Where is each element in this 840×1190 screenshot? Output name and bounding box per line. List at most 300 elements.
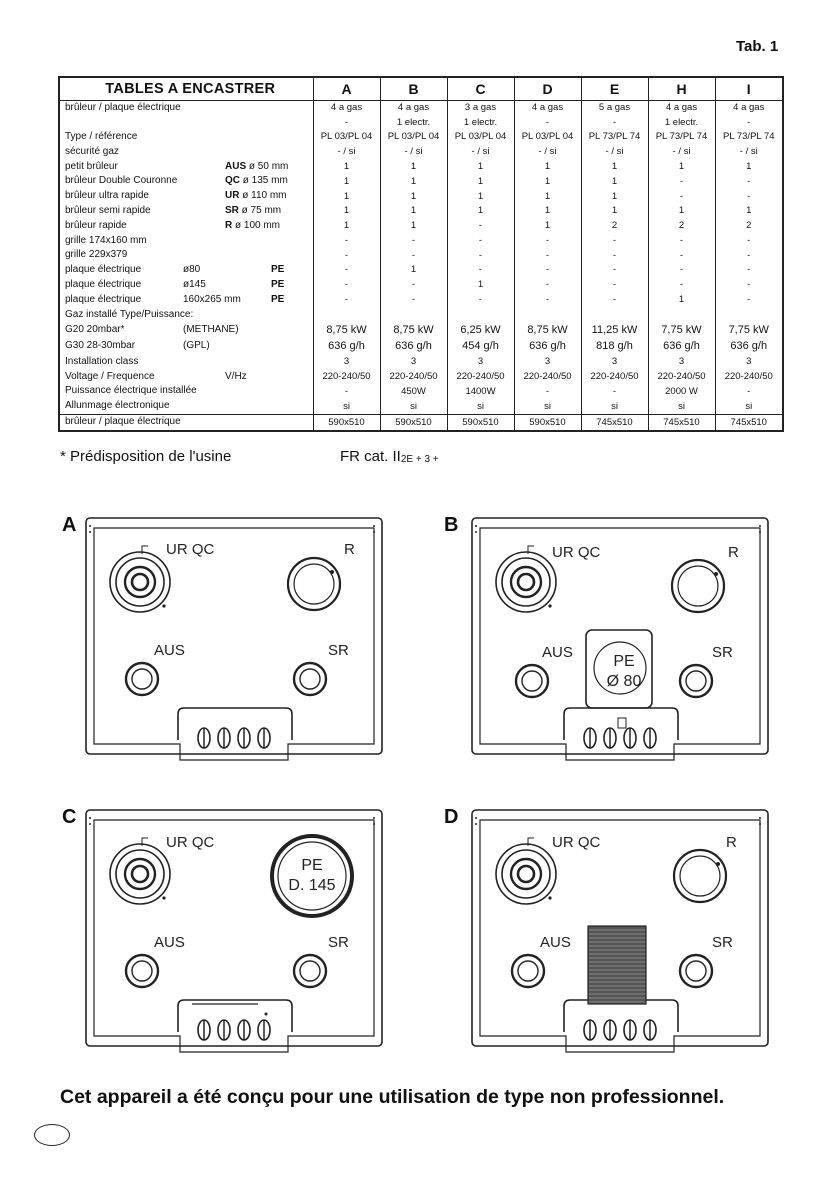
table-row bbox=[60, 263, 782, 278]
hob-diagram-a bbox=[82, 514, 392, 764]
burner-r bbox=[674, 850, 726, 902]
table-cell: PL 73/PL 74 bbox=[715, 130, 782, 145]
row-label: plaque électrique ø145 PE bbox=[65, 278, 285, 290]
row-label: Installation class bbox=[65, 355, 139, 367]
burner-ring bbox=[116, 558, 164, 606]
row-label: grille 229x379 bbox=[65, 249, 128, 261]
control-panel-recess bbox=[564, 708, 678, 740]
table-cell: - bbox=[715, 292, 782, 307]
table-cell: - bbox=[715, 278, 782, 293]
table-cell: 3 bbox=[380, 354, 447, 369]
table-cell: PL 03/PL 04 bbox=[514, 130, 581, 145]
burner-ring bbox=[502, 850, 550, 898]
control-panel-recess bbox=[178, 708, 292, 740]
table-cell: 3 bbox=[313, 354, 380, 369]
table-cell: - bbox=[715, 116, 782, 130]
table-cell: - / si bbox=[648, 145, 715, 160]
table-cell: - bbox=[648, 263, 715, 278]
label-ur-qc: UR QC bbox=[166, 834, 215, 851]
corner-dot bbox=[759, 531, 761, 533]
table-row bbox=[60, 159, 782, 174]
burner-ring bbox=[294, 564, 334, 604]
table-cell: - bbox=[380, 233, 447, 248]
column-header: A bbox=[313, 78, 380, 100]
table-cell: - / si bbox=[380, 145, 447, 160]
table-cell: - bbox=[715, 189, 782, 204]
row-label bbox=[60, 116, 313, 130]
table-row bbox=[60, 116, 782, 130]
table-cell: si bbox=[380, 399, 447, 415]
table-cell: - bbox=[447, 292, 514, 307]
hob-drawing-c bbox=[82, 806, 392, 1056]
row-label: brûleur Double Couronne QC ø 135 mm bbox=[65, 175, 288, 187]
electric-plate-label: PE D. 145 bbox=[288, 857, 336, 894]
corner-dot bbox=[759, 823, 761, 825]
corner-dot bbox=[475, 525, 477, 527]
table-cell: 7,75 kW bbox=[648, 322, 715, 338]
burner-r bbox=[288, 558, 340, 610]
burner-small bbox=[680, 665, 712, 697]
factory-footnote: * Prédisposition de l'usine bbox=[60, 448, 232, 465]
row-label: brûleur ultra rapide UR ø 110 mm bbox=[65, 190, 287, 202]
table-cell: 450W bbox=[380, 384, 447, 399]
table-cell: 1 bbox=[514, 174, 581, 189]
table-cell: 220-240/50 bbox=[313, 369, 380, 384]
table-cell: 1 bbox=[380, 159, 447, 174]
ignition-dot bbox=[716, 862, 720, 866]
table-cell: - bbox=[581, 248, 648, 263]
burner-cap bbox=[518, 574, 534, 590]
label-sr: SR bbox=[712, 644, 733, 661]
burner-ring bbox=[511, 859, 541, 889]
table-cell: - / si bbox=[715, 145, 782, 160]
burner-small bbox=[126, 663, 158, 695]
table-cell bbox=[581, 307, 648, 322]
table-cell: 1 bbox=[380, 218, 447, 233]
label-aus: AUS bbox=[542, 644, 573, 661]
control-panel-recess bbox=[564, 1000, 678, 1032]
table-cell: 745x510 bbox=[648, 414, 715, 430]
table-cell: - bbox=[514, 384, 581, 399]
table-cell: - / si bbox=[514, 145, 581, 160]
table-cell: 590x510 bbox=[380, 414, 447, 430]
table-row bbox=[60, 338, 782, 354]
table-cell: 220-240/50 bbox=[715, 369, 782, 384]
table-cell: 818 g/h bbox=[581, 338, 648, 354]
table-cell: - bbox=[313, 292, 380, 307]
table-cell bbox=[313, 307, 380, 322]
burner-cap bbox=[686, 671, 706, 691]
panel-letter-b: B bbox=[444, 514, 459, 536]
table-cell: - bbox=[715, 263, 782, 278]
table-cell: 1 bbox=[581, 174, 648, 189]
burner-cap bbox=[300, 961, 320, 981]
table-cell: 1 bbox=[313, 159, 380, 174]
electric-plate-label: PE Ø 80 bbox=[606, 653, 642, 690]
burner-cap bbox=[132, 669, 152, 689]
table-cell: 2 bbox=[648, 218, 715, 233]
ignition-dot bbox=[162, 604, 165, 607]
table-cell: 4 a gas bbox=[514, 100, 581, 116]
corner-dot bbox=[373, 817, 375, 819]
ignition-dot bbox=[714, 572, 718, 576]
table-cell: 1 electr. bbox=[380, 116, 447, 130]
spec-table bbox=[58, 76, 784, 432]
row-label: petit brûleur AUS ø 50 mm bbox=[65, 160, 289, 172]
table-cell: - bbox=[380, 248, 447, 263]
burner-small bbox=[512, 955, 544, 987]
burner-cap bbox=[686, 961, 706, 981]
table-cell: 745x510 bbox=[715, 414, 782, 430]
table-cell: 1 bbox=[380, 204, 447, 219]
table-cell: 1 bbox=[514, 218, 581, 233]
table-cell: PL 03/PL 04 bbox=[447, 130, 514, 145]
table-cell: 3 bbox=[715, 354, 782, 369]
table-cell bbox=[514, 307, 581, 322]
row-label: Voltage / Frequence V/Hz bbox=[65, 370, 247, 382]
table-cell: - bbox=[514, 233, 581, 248]
table-cell: 8,75 kW bbox=[380, 322, 447, 338]
table-cell: 1 bbox=[648, 159, 715, 174]
table-row bbox=[60, 354, 782, 369]
table-cell: 1 bbox=[514, 189, 581, 204]
column-header: E bbox=[581, 78, 648, 100]
table-row bbox=[60, 307, 782, 322]
table-cell: 1 electr. bbox=[447, 116, 514, 130]
row-label: grille 174x160 mm bbox=[65, 234, 147, 246]
hob-diagram-d bbox=[468, 806, 778, 1056]
table-cell: - bbox=[648, 174, 715, 189]
burner-cap bbox=[518, 866, 534, 882]
burner-small bbox=[516, 665, 548, 697]
ignition-dot bbox=[548, 896, 551, 899]
table-cell: 1 bbox=[313, 189, 380, 204]
table-cell: - bbox=[715, 174, 782, 189]
table-cell: 1 bbox=[313, 204, 380, 219]
table-cell: 590x510 bbox=[447, 414, 514, 430]
table-row bbox=[60, 100, 782, 116]
table-cell: - bbox=[581, 292, 648, 307]
row-label: Allunmage électronique bbox=[65, 400, 170, 412]
table-cell: si bbox=[648, 399, 715, 415]
table-cell: 2 bbox=[581, 218, 648, 233]
table-cell: 11,25 kW bbox=[581, 322, 648, 338]
table-row bbox=[60, 322, 782, 338]
table-cell: - bbox=[380, 278, 447, 293]
table-cell: 636 g/h bbox=[514, 338, 581, 354]
burner-ur-qc bbox=[110, 552, 170, 612]
label-sr: SR bbox=[328, 642, 349, 659]
table-cell: 1 bbox=[447, 159, 514, 174]
table-cell: 1 electr. bbox=[648, 116, 715, 130]
row-label: G30 28-30mbar (GPL) bbox=[65, 340, 210, 352]
table-cell: 7,75 kW bbox=[715, 322, 782, 338]
table-cell: - bbox=[715, 384, 782, 399]
corner-dot bbox=[89, 823, 91, 825]
table-cell: 220-240/50 bbox=[380, 369, 447, 384]
table-row bbox=[60, 369, 782, 384]
table-cell: - bbox=[715, 233, 782, 248]
label-aus: AUS bbox=[154, 934, 185, 951]
label-sr: SR bbox=[712, 934, 733, 951]
burner-cap bbox=[522, 671, 542, 691]
table-cell: - / si bbox=[447, 145, 514, 160]
corner-dot bbox=[475, 531, 477, 533]
row-label: brûleur rapide R ø 100 mm bbox=[65, 219, 281, 231]
table-row bbox=[60, 145, 782, 160]
table-cell: 8,75 kW bbox=[313, 322, 380, 338]
table-cell: 220-240/50 bbox=[447, 369, 514, 384]
corner-dot bbox=[89, 525, 91, 527]
table-row bbox=[60, 399, 782, 415]
table-cell: - bbox=[648, 248, 715, 263]
gas-category: FR cat. $II_{2E + 3 +}$ bbox=[340, 448, 439, 465]
pilot-light bbox=[618, 718, 626, 728]
row-label: plaque électrique 160x265 mm PE bbox=[65, 293, 285, 305]
table-cell: 1 bbox=[514, 204, 581, 219]
table-cell: 4 a gas bbox=[313, 100, 380, 116]
corner-dot bbox=[373, 823, 375, 825]
table-cell: 1 bbox=[581, 204, 648, 219]
table-cell: 1 bbox=[380, 263, 447, 278]
table-cell: - bbox=[581, 384, 648, 399]
row-label: sécurité gaz bbox=[65, 145, 119, 157]
table-cell: 5 a gas bbox=[581, 100, 648, 116]
panel-letter-a: A bbox=[62, 514, 77, 536]
burner-ring bbox=[125, 567, 155, 597]
row-label: brûleur / plaque électrique bbox=[60, 414, 313, 430]
table-cell: - bbox=[313, 384, 380, 399]
ignition-dot bbox=[548, 604, 551, 607]
closing-statement: Cet appareil a été conçu pour une utilisation de type non professionnel. bbox=[60, 1086, 725, 1108]
table-cell: 4 a gas bbox=[380, 100, 447, 116]
burner-ring bbox=[502, 558, 550, 606]
table-cell: 1 bbox=[715, 204, 782, 219]
table-header-row bbox=[60, 78, 782, 100]
table-cell: 1 bbox=[581, 159, 648, 174]
table-cell: 1 bbox=[447, 189, 514, 204]
table-row bbox=[60, 292, 782, 307]
table-cell: 1 bbox=[447, 174, 514, 189]
corner-dot bbox=[373, 531, 375, 533]
table-cell: 1 bbox=[648, 204, 715, 219]
corner-dot bbox=[89, 531, 91, 533]
table-cell bbox=[447, 307, 514, 322]
table-cell: 3 bbox=[581, 354, 648, 369]
column-header: B bbox=[380, 78, 447, 100]
burner-small bbox=[680, 955, 712, 987]
table-reference: Tab. 1 bbox=[736, 38, 779, 55]
table-cell: 1 bbox=[447, 278, 514, 293]
row-label: Gaz installé Type/Puissance: bbox=[65, 308, 194, 320]
table-cell: 590x510 bbox=[313, 414, 380, 430]
corner-dot bbox=[759, 817, 761, 819]
label-aus: AUS bbox=[154, 642, 185, 659]
label-r: R bbox=[728, 544, 739, 561]
table-cell: 454 g/h bbox=[447, 338, 514, 354]
table-cell: - bbox=[447, 248, 514, 263]
label-aus: AUS bbox=[540, 934, 571, 951]
table-row bbox=[60, 130, 782, 145]
table-cell: - bbox=[514, 278, 581, 293]
table-cell: 636 g/h bbox=[313, 338, 380, 354]
table-cell: - bbox=[514, 116, 581, 130]
corner-dot bbox=[475, 817, 477, 819]
table-cell: 6,25 kW bbox=[447, 322, 514, 338]
table-row bbox=[60, 174, 782, 189]
table-cell: 1 bbox=[447, 204, 514, 219]
panel-letter-c: C bbox=[62, 806, 77, 828]
table-cell: - bbox=[648, 278, 715, 293]
table-cell: - bbox=[313, 248, 380, 263]
corner-dot bbox=[759, 525, 761, 527]
table-cell: 3 bbox=[514, 354, 581, 369]
table-cell: - bbox=[514, 248, 581, 263]
table-cell: - bbox=[514, 263, 581, 278]
burner-small bbox=[126, 955, 158, 987]
hob-diagram-c bbox=[82, 806, 392, 1056]
table-cell: 745x510 bbox=[581, 414, 648, 430]
control-panel-recess bbox=[178, 1000, 292, 1032]
burner-cap bbox=[132, 574, 148, 590]
table-cell: 1 bbox=[581, 189, 648, 204]
table-cell: PL 73/PL 74 bbox=[648, 130, 715, 145]
pilot-dot bbox=[265, 1013, 268, 1016]
hob-diagram-b bbox=[468, 514, 778, 764]
table-row bbox=[60, 204, 782, 219]
table-cell: PL 03/PL 04 bbox=[313, 130, 380, 145]
table-cell: 4 a gas bbox=[715, 100, 782, 116]
table-cell: si bbox=[447, 399, 514, 415]
table-row bbox=[60, 233, 782, 248]
column-header: C bbox=[447, 78, 514, 100]
burner-cap bbox=[518, 961, 538, 981]
table-cell bbox=[648, 307, 715, 322]
table-cell: 3 bbox=[648, 354, 715, 369]
column-header: D bbox=[514, 78, 581, 100]
table-cell: si bbox=[313, 399, 380, 415]
table-cell: - bbox=[581, 116, 648, 130]
table-cell: si bbox=[514, 399, 581, 415]
column-header: I bbox=[715, 78, 782, 100]
table-cell: 220-240/50 bbox=[514, 369, 581, 384]
table-row bbox=[60, 414, 782, 430]
burner-ring bbox=[125, 859, 155, 889]
burner-ring bbox=[680, 856, 720, 896]
label-ur-qc: UR QC bbox=[166, 541, 215, 558]
table-row bbox=[60, 218, 782, 233]
table-cell: 1400W bbox=[447, 384, 514, 399]
table-cell: 1 bbox=[380, 174, 447, 189]
table-cell: 220-240/50 bbox=[648, 369, 715, 384]
table-cell: 8,75 kW bbox=[514, 322, 581, 338]
page-number-badge bbox=[34, 1124, 70, 1146]
table-cell: 1 bbox=[313, 218, 380, 233]
burner-ur-qc bbox=[110, 844, 170, 904]
table-cell: 2000 W bbox=[648, 384, 715, 399]
table-cell: - bbox=[447, 233, 514, 248]
table-cell: 3 a gas bbox=[447, 100, 514, 116]
table-cell: - bbox=[514, 292, 581, 307]
table-cell: - bbox=[313, 263, 380, 278]
burner-ring bbox=[116, 850, 164, 898]
table-cell: - bbox=[313, 116, 380, 130]
burner-small bbox=[294, 663, 326, 695]
table-cell: 590x510 bbox=[514, 414, 581, 430]
table-cell: - / si bbox=[313, 145, 380, 160]
table-cell: 636 g/h bbox=[380, 338, 447, 354]
table-cell: 1 bbox=[380, 189, 447, 204]
table-cell: 1 bbox=[514, 159, 581, 174]
label-ur-qc: UR QC bbox=[552, 544, 601, 561]
burner-r bbox=[672, 560, 724, 612]
table-cell: si bbox=[715, 399, 782, 415]
ignition-dot bbox=[162, 896, 165, 899]
table-row bbox=[60, 384, 782, 399]
table-cell: 220-240/50 bbox=[581, 369, 648, 384]
row-label: brûleur semi rapide SR ø 75 mm bbox=[65, 205, 282, 217]
table-cell: 1 bbox=[715, 159, 782, 174]
table-title: TABLES A ENCASTRER bbox=[60, 78, 313, 100]
burner-ur-qc bbox=[496, 844, 556, 904]
table-cell: - bbox=[648, 189, 715, 204]
table-cell: - bbox=[313, 278, 380, 293]
table-cell: PL 03/PL 04 bbox=[380, 130, 447, 145]
table-cell: - bbox=[581, 233, 648, 248]
table-cell: - bbox=[447, 263, 514, 278]
table-cell: 1 bbox=[648, 292, 715, 307]
burner-cap bbox=[132, 866, 148, 882]
table-cell: - bbox=[380, 292, 447, 307]
table-cell: PL 73/PL 74 bbox=[581, 130, 648, 145]
table-row bbox=[60, 248, 782, 263]
table-cell: 636 g/h bbox=[715, 338, 782, 354]
corner-dot bbox=[475, 823, 477, 825]
table-cell: - bbox=[313, 233, 380, 248]
table-cell: - bbox=[581, 263, 648, 278]
label-r: R bbox=[726, 834, 737, 851]
burner-ring bbox=[678, 566, 718, 606]
burner-ring bbox=[511, 567, 541, 597]
burner-ur-qc bbox=[496, 552, 556, 612]
burner-cap bbox=[300, 669, 320, 689]
table-cell bbox=[715, 307, 782, 322]
row-label: plaque électrique ø80 PE bbox=[65, 264, 285, 276]
ignition-dot bbox=[330, 570, 334, 574]
table-cell bbox=[380, 307, 447, 322]
table-cell: 4 a gas bbox=[648, 100, 715, 116]
table-cell: 2 bbox=[715, 218, 782, 233]
table-row bbox=[60, 278, 782, 293]
table-cell: - bbox=[648, 233, 715, 248]
table-cell: - bbox=[581, 278, 648, 293]
table-row bbox=[60, 189, 782, 204]
row-label: brûleur / plaque électrique bbox=[65, 102, 181, 114]
table-cell: 1 bbox=[313, 174, 380, 189]
table-cell: si bbox=[581, 399, 648, 415]
table-cell: - bbox=[447, 218, 514, 233]
row-label: G20 20mbar* (METHANE) bbox=[65, 324, 239, 336]
table-cell: - bbox=[715, 248, 782, 263]
label-sr: SR bbox=[328, 934, 349, 951]
table-cell: - / si bbox=[581, 145, 648, 160]
corner-dot bbox=[373, 525, 375, 527]
burner-cap bbox=[132, 961, 152, 981]
column-header: H bbox=[648, 78, 715, 100]
table-cell: 3 bbox=[447, 354, 514, 369]
panel-letter-d: D bbox=[444, 806, 459, 828]
row-label: Puissance électrique installée bbox=[65, 385, 197, 397]
